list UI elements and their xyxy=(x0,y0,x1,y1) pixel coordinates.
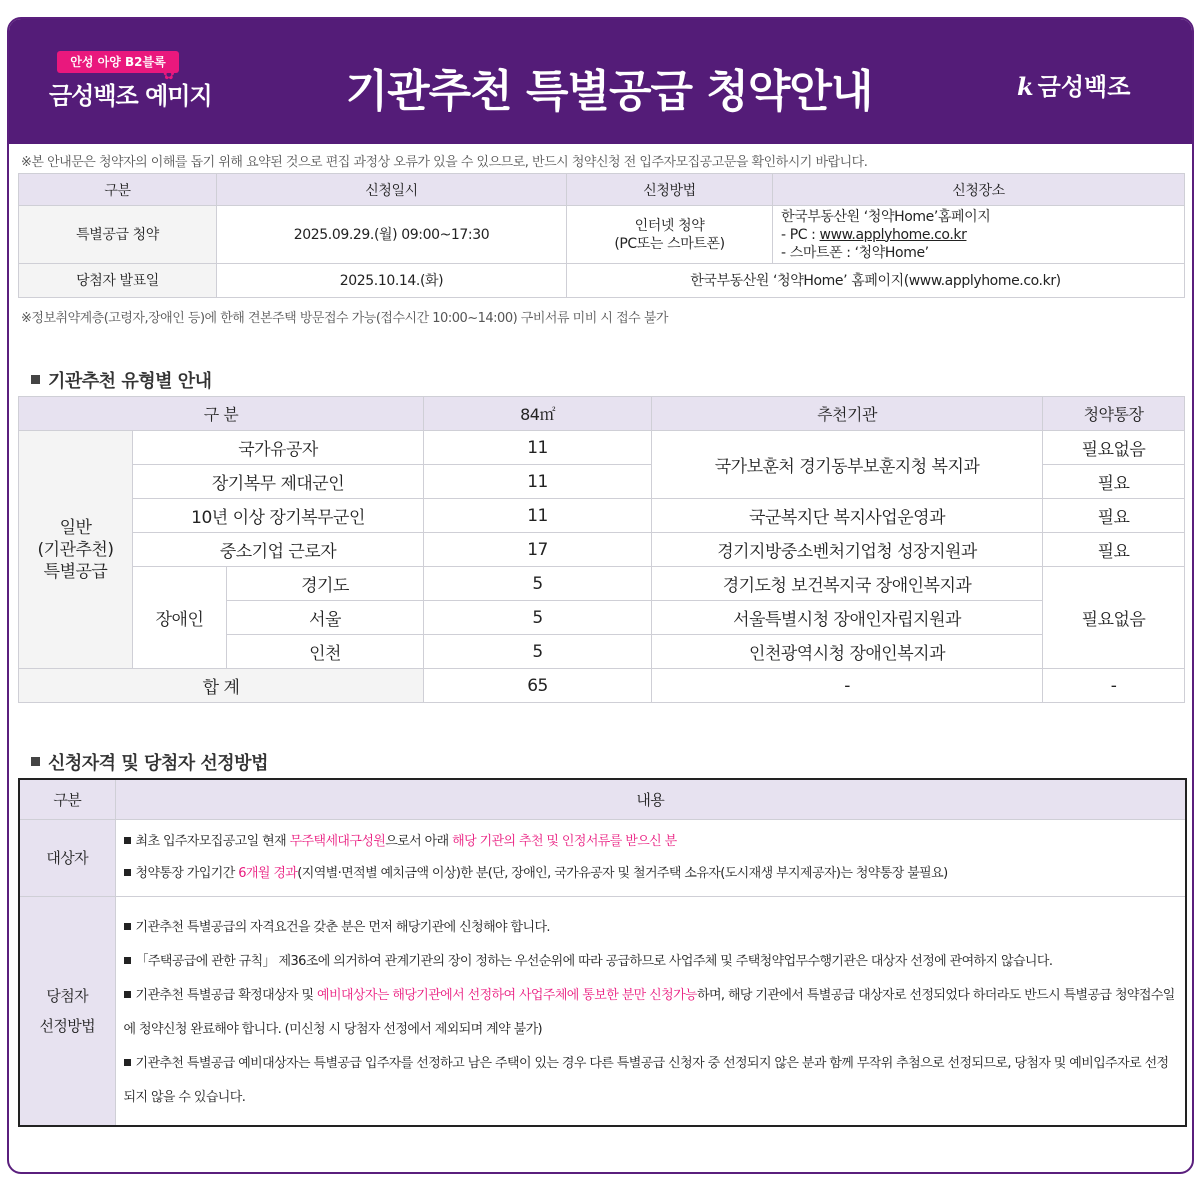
type-count: 5 xyxy=(424,635,652,669)
types-header: 84㎡ xyxy=(424,397,652,431)
criteria-header: 구분 xyxy=(19,779,115,819)
schedule-header: 구분 xyxy=(19,174,217,206)
method-line: (PC또는 스마트폰) xyxy=(614,235,725,252)
types-header: 구 분 xyxy=(19,397,424,431)
square-bullet-icon xyxy=(124,923,131,930)
total-agency: - xyxy=(652,669,1043,703)
type-name: 경기도 xyxy=(227,567,424,601)
highlight-text: 6개월 경과 xyxy=(238,865,298,881)
target-line xyxy=(124,858,1178,890)
type-name: 중소기업 근로자 xyxy=(133,533,424,567)
section-title xyxy=(31,367,212,393)
text-span: 으로서 아래 xyxy=(385,833,453,849)
place-line: - 스마트폰 : ‘청약Home’ xyxy=(781,244,929,261)
type-agency: 국군복지단 복지사업운영과 xyxy=(652,499,1043,533)
type-agency: 경기도청 보건복지국 장애인복지과 xyxy=(652,567,1043,601)
schedule-header: 신청일시 xyxy=(217,174,567,206)
group-label: 일반 (기관추천) 특별공급 xyxy=(19,431,133,669)
type-account: 필요 xyxy=(1043,533,1185,567)
type-name: 서울 xyxy=(227,601,424,635)
types-header: 청약통장 xyxy=(1043,397,1185,431)
text-span: 기관추천 특별공급 예비대상자는 특별공급 입주자를 선정하고 남은 주택이 있는 경우 다른 특별공급 신청자 중 선정되지 않은 분과 함께 무작위 추첨으로 선정되므로, 당첨자 및 예비입주자로 선정되지 않을 수 있습니다. xyxy=(123,1055,1169,1105)
type-name: 10년 이상 장기복무군인 xyxy=(133,499,424,533)
square-bullet-icon xyxy=(124,991,131,998)
square-bullet-icon xyxy=(31,757,40,766)
target-content xyxy=(115,819,1186,896)
text-span: 최초 입주자모집공고일 현재 xyxy=(135,833,290,849)
page-title: 기관추천 특별공급 청약안내 xyxy=(345,66,873,117)
type-count: 11 xyxy=(424,499,652,533)
type-account: 필요 xyxy=(1043,465,1185,499)
square-bullet-icon xyxy=(124,1059,131,1066)
target-line xyxy=(124,826,1178,858)
total-account: - xyxy=(1043,669,1185,703)
target-label: 대상자 xyxy=(19,819,115,896)
notice-bottom: ※정보취약계층(고령자,장애인 등)에 한해 견본주택 방문접수 가능(접수시간 10:00~14:00) 구비서류 미비 시 접수 불가 xyxy=(21,311,668,326)
selection-label: 당첨자 선정방법 xyxy=(19,896,115,1126)
applyhome-link[interactable]: www.applyhome.co.kr xyxy=(819,226,967,243)
square-bullet-icon xyxy=(124,869,131,876)
type-agency: 국가보훈처 경기동부보훈지청 복지과 xyxy=(652,431,1043,499)
schedule-place xyxy=(773,206,1185,264)
notice-top: ※본 안내문은 청약자의 이해를 돕기 위해 요약된 것으로 편집 과정상 오류가 있을 수 있으므로, 반드시 청약신청 전 입주자모집공고문을 확인하시기 바랍니다. xyxy=(21,155,868,170)
highlight-text: 해당 기관의 추천 및 인정서류를 받으신 분 xyxy=(452,833,677,849)
type-count: 5 xyxy=(424,601,652,635)
header-banner xyxy=(9,19,1192,144)
place-line: 한국부동산원 ‘청약Home’홈페이지 xyxy=(781,208,991,225)
type-agency: 인천광역시청 장애인복지과 xyxy=(652,635,1043,669)
brand-tag: 안성 아양 B2블록 xyxy=(57,51,179,73)
place-prefix: - PC : xyxy=(781,226,820,243)
schedule-row-label: 당첨자 발표일 xyxy=(19,264,217,298)
selection-line xyxy=(124,1047,1178,1115)
announcement-date: 2025.10.14.(화) xyxy=(217,264,567,298)
type-name: 인천 xyxy=(227,635,424,669)
total-count: 65 xyxy=(424,669,652,703)
section-title-text: 기관추천 유형별 안내 xyxy=(48,371,212,392)
square-bullet-icon xyxy=(31,375,40,384)
flower-icon: ✿ xyxy=(163,67,175,83)
type-name: 국가유공자 xyxy=(133,431,424,465)
criteria-table xyxy=(18,778,1187,1127)
schedule-table xyxy=(18,173,1185,298)
type-agency: 서울특별시청 장애인자립지원과 xyxy=(652,601,1043,635)
type-agency: 경기지방중소벤처기업청 성장지원과 xyxy=(652,533,1043,567)
schedule-header: 신청방법 xyxy=(567,174,773,206)
section-title-text: 신청자격 및 당첨자 선정방법 xyxy=(48,753,268,774)
type-count: 11 xyxy=(424,465,652,499)
selection-content xyxy=(115,896,1186,1126)
method-line: 인터넷 청약 xyxy=(634,217,705,234)
selection-line xyxy=(124,911,1178,945)
corp-logo xyxy=(1017,67,1130,102)
text-span: 기관추천 특별공급의 자격요건을 갖춘 분은 먼저 해당기관에 신청해야 합니다. xyxy=(135,919,550,935)
type-account: 필요 xyxy=(1043,499,1185,533)
text-span: 기관추천 특별공급 확정대상자 및 xyxy=(135,987,318,1003)
type-count: 5 xyxy=(424,567,652,601)
schedule-method xyxy=(567,206,773,264)
highlight-text: 무주택세대구성원 xyxy=(289,833,386,849)
type-count: 17 xyxy=(424,533,652,567)
schedule-row-label: 특별공급 청약 xyxy=(19,206,217,264)
announcement-place: 한국부동산원 ‘청약Home’ 홈페이지(www.applyhome.co.kr) xyxy=(567,264,1185,298)
types-header: 추천기관 xyxy=(652,397,1043,431)
criteria-header: 내용 xyxy=(115,779,1186,819)
k-logo-icon: k xyxy=(1017,72,1034,101)
highlight-text: 예비대상자는 해당기관에서 선정하여 사업주체에 통보한 분만 신청가능 xyxy=(317,987,697,1003)
notice-card xyxy=(7,17,1194,1174)
brand-name: 금성백조 예미지 xyxy=(49,82,212,110)
text-span: 하며, 해당 기관에서 특별공급 대상자로 선정되었다 하더라도 반드시 특별공급 청약접수일에 청약신청 완료해야 합니다. (미신청 시 당첨자 선정에서 제외되며 계약 불가) xyxy=(123,987,1175,1037)
section-title xyxy=(31,749,268,775)
type-account: 필요없음 xyxy=(1043,567,1185,669)
selection-line xyxy=(124,945,1178,979)
schedule-header: 신청장소 xyxy=(773,174,1185,206)
type-account: 필요없음 xyxy=(1043,431,1185,465)
square-bullet-icon xyxy=(124,957,131,964)
text-span: (지역별·면적별 예치금액 이상)한 분(단, 장애인, 국가유공자 및 철거주택 소유자(도시재생 부지제공자)는 청약통장 불필요) xyxy=(297,865,948,881)
schedule-datetime: 2025.09.29.(월) 09:00~17:30 xyxy=(217,206,567,264)
disabled-label: 장애인 xyxy=(133,567,227,669)
place-line xyxy=(781,226,1184,244)
type-name: 장기복무 제대군인 xyxy=(133,465,424,499)
square-bullet-icon xyxy=(124,837,131,844)
text-span: 청약통장 가입기간 xyxy=(135,865,239,881)
corp-logo-text: 금성백조 xyxy=(1037,73,1131,101)
total-label: 합 계 xyxy=(19,669,424,703)
selection-line xyxy=(124,979,1178,1047)
text-span: 「주택공급에 관한 규칙」 제36조에 의거하여 관계기관의 장이 정하는 우선순위에 따라 공급하므로 사업주체 및 주택청약업무수행기관은 대상자 선정에 관여하지 않습니다. xyxy=(135,953,1053,969)
types-table xyxy=(18,396,1185,703)
type-count: 11 xyxy=(424,431,652,465)
